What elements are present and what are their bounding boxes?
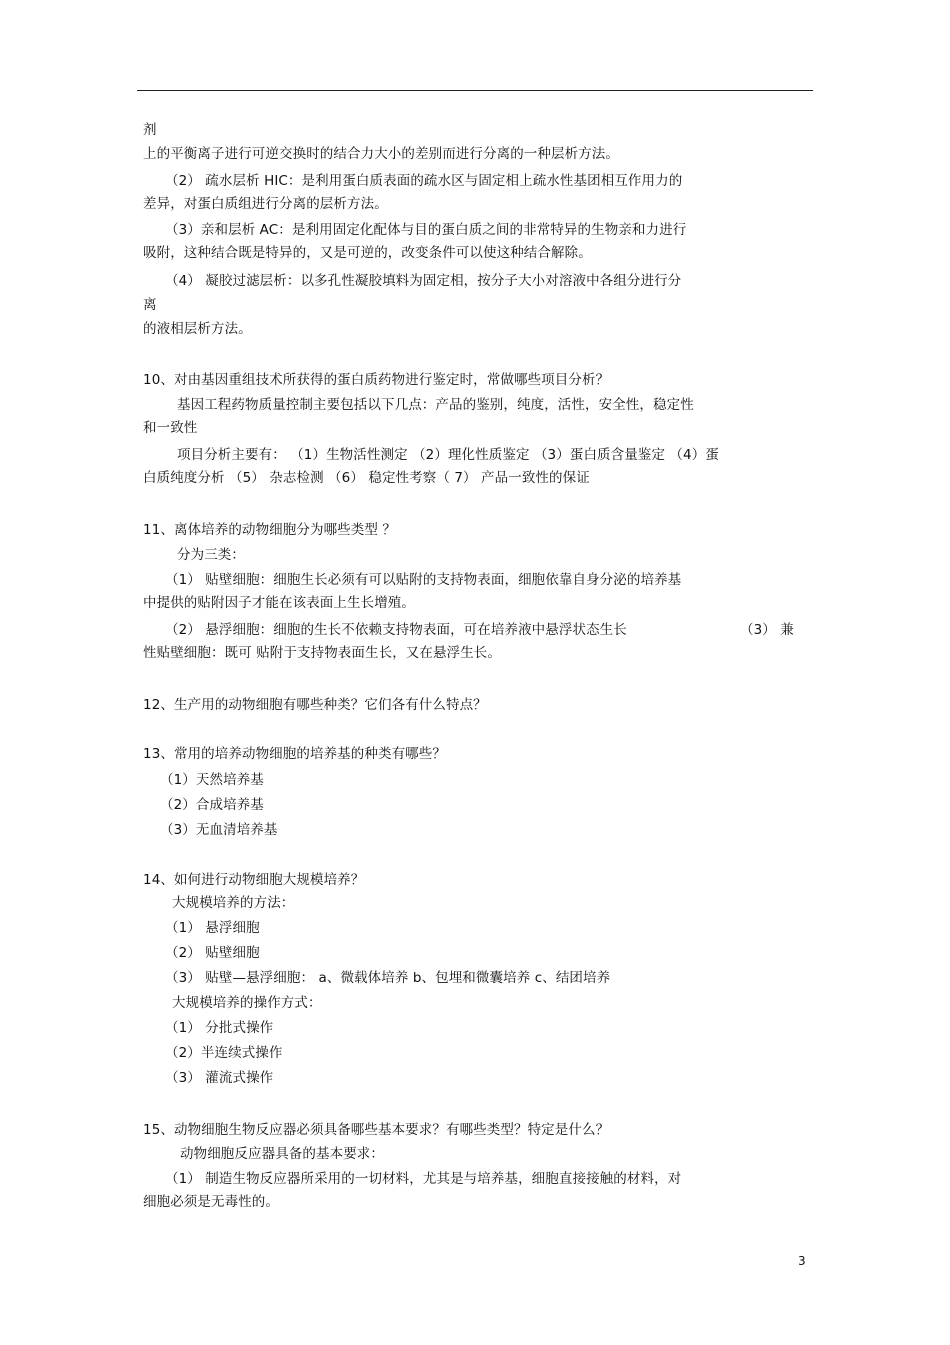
text-line-30: （3） 贴壁—悬浮细胞： a、微载体培养 b、包埋和微囊培养 c、结团培养 [165,970,611,986]
text-line-12: 项目分析主要有： （1）生物活性测定 （2）理化性质鉴定 （3）蛋白质含量鉴定 （4）蛋 [177,447,719,463]
text-line-28: （1） 悬浮细胞 [165,920,260,936]
text-line-0: 剂 [143,122,157,138]
text-line-23: （1）天然培养基 [160,772,264,788]
text-line-20: 性贴壁细胞：既可 贴附于支持物表面生长，又在悬浮生长。 [143,645,501,661]
text-line-38: 细胞必须是无毒性的。 [143,1194,279,1210]
text-line-25: （3）无血清培养基 [160,822,278,838]
question-11: 11、离体培养的动物细胞分为哪些类型 ？ [143,522,396,538]
text-line-15: 分为三类： [177,547,245,563]
question-15: 15、动物细胞生物反应器必须具备哪些基本要求？有哪些类型？特定是什么？ [143,1122,610,1138]
text-line-6: （4） 凝胶过滤层析：以多孔性凝胶填料为固定相，按分子大小对溶液中各组分进行分 [165,273,682,289]
text-line-16: （1） 贴壁细胞：细胞生长必须有可以贴附的支持物表面，细胞依靠自身分泌的培养基 [165,572,682,588]
text-line-3: 差异，对蛋白质组进行分离的层析方法。 [143,196,388,212]
text-line-4: （3）亲和层析 AC：是利用固定化配体与目的蛋白质之间的非常特异的生物亲和力进行 [165,222,687,238]
question-12: 12、生产用的动物细胞有哪些种类？它们各有什么特点？ [143,697,487,713]
question-10: 10、对由基因重组技术所获得的蛋白质药物进行鉴定时，常做哪些项目分析？ [143,372,610,388]
text-line-31: 大规模培养的操作方式： [172,995,322,1011]
text-line-10: 基因工程药物质量控制主要包括以下几点：产品的鉴别，纯度，活性，安全性，稳定性 [177,397,694,413]
text-line-32: （1） 分批式操作 [165,1020,274,1036]
text-line-1: 上的平衡离子进行可逆交换时的结合力大小的差别而进行分离的一种层析方法。 [143,146,619,162]
text-line-19: （3） 兼 [740,622,794,638]
text-line-17: 中提供的贴附因子才能在该表面上生长增殖。 [143,595,415,611]
header-rule [137,90,813,91]
text-line-18: （2） 悬浮细胞：细胞的生长不依赖支持物表面，可在培养液中悬浮状态生长 [165,622,627,638]
text-line-24: （2）合成培养基 [160,797,264,813]
question-13: 13、常用的培养动物细胞的培养基的种类有哪些？ [143,746,446,762]
question-14: 14、如何进行动物细胞大规模培养？ [143,872,365,888]
text-line-29: （2） 贴壁细胞 [165,945,260,961]
text-line-27: 大规模培养的方法： [172,895,295,911]
text-line-36: 动物细胞反应器具备的基本要求： [180,1146,384,1162]
text-line-37: （1） 制造生物反应器所采用的一切材料，尤其是与培养基，细胞直接接触的材料，对 [165,1171,682,1187]
text-line-11: 和一致性 [143,420,198,436]
text-line-8: 的液相层析方法。 [143,321,252,337]
text-line-13: 白质纯度分析 （5） 杂志检测 （6） 稳定性考察（ 7） 产品一致性的保证 [143,470,590,486]
text-line-5: 吸附，这种结合既是特异的，又是可逆的，改变条件可以使这种结合解除。 [143,245,592,261]
page-number: 3 [798,1254,806,1268]
text-line-33: （2）半连续式操作 [165,1045,283,1061]
text-line-34: （3） 灌流式操作 [165,1070,274,1086]
text-line-7: 离 [143,297,157,313]
text-line-2: （2） 疏水层析 HIC：是利用蛋白质表面的疏水区与固定相上疏水性基团相互作用力的 [165,173,683,189]
